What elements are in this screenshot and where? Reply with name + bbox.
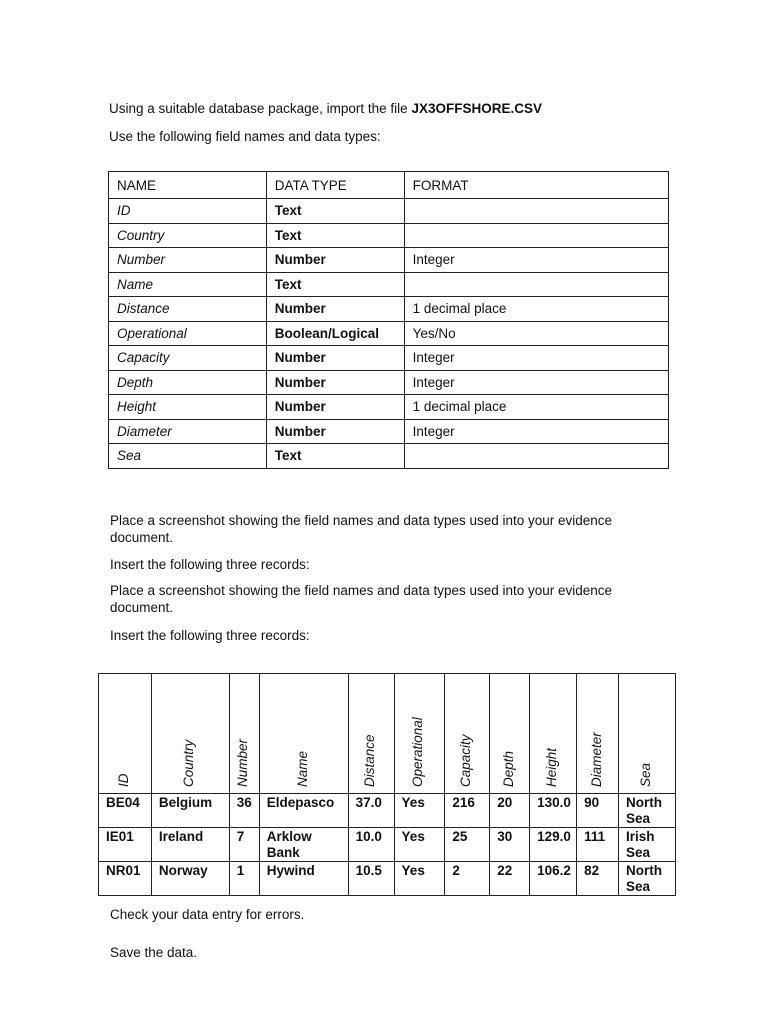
record-cell: Yes	[394, 862, 445, 896]
field-row	[109, 199, 669, 224]
data-type-cell: Number	[266, 419, 404, 444]
field-name-cell: Name	[109, 272, 267, 297]
records-header-cell	[530, 674, 577, 794]
records-header-label: Name	[294, 750, 310, 787]
format-cell: Yes/No	[404, 321, 668, 346]
data-type-cell: Text	[266, 199, 404, 224]
record-cell: 129.0	[530, 828, 577, 862]
data-type-cell: Number	[266, 370, 404, 395]
records-header-label: Diameter	[588, 732, 604, 787]
record-cell: 22	[490, 862, 530, 896]
records-header-label: Height	[544, 747, 560, 787]
records-header-cell	[151, 674, 229, 794]
record-cell: 111	[577, 828, 619, 862]
record-cell: NR01	[99, 862, 152, 896]
format-cell	[404, 444, 668, 469]
field-row	[109, 444, 669, 469]
record-cell: 10.5	[348, 862, 394, 896]
record-cell: 82	[577, 862, 619, 896]
record-cell: 90	[577, 794, 619, 828]
field-row	[109, 419, 669, 444]
record-cell: 30	[490, 828, 530, 862]
data-type-cell: Text	[266, 272, 404, 297]
record-cell: IE01	[99, 828, 152, 862]
records-header-label: Depth	[500, 750, 516, 787]
record-row	[99, 828, 676, 862]
record-cell: Arklow Bank	[259, 828, 348, 862]
record-cell: 216	[445, 794, 490, 828]
record-cell: 10.0	[348, 828, 394, 862]
field-name-cell: Diameter	[109, 419, 267, 444]
save-instruction: Save the data.	[110, 945, 198, 960]
records-header-cell	[619, 674, 676, 794]
records-header-label: Number	[235, 738, 251, 787]
format-cell	[404, 223, 668, 248]
record-cell: BE04	[99, 794, 152, 828]
record-cell: 130.0	[530, 794, 577, 828]
format-cell	[404, 272, 668, 297]
records-header-cell	[348, 674, 394, 794]
data-type-cell: Number	[266, 395, 404, 420]
field-definitions-table	[108, 171, 669, 469]
data-type-cell: Number	[266, 346, 404, 371]
records-header-label: Country	[181, 739, 197, 787]
field-row	[109, 395, 669, 420]
record-cell: Yes	[394, 828, 445, 862]
data-type-cell: Boolean/Logical	[266, 321, 404, 346]
format-cell: Integer	[404, 370, 668, 395]
records-header-label: ID	[115, 773, 131, 787]
field-name-cell: Operational	[109, 321, 267, 346]
record-cell: Hywind	[259, 862, 348, 896]
record-cell: Yes	[394, 794, 445, 828]
field-name-cell: Number	[109, 248, 267, 273]
records-table	[98, 673, 676, 896]
records-header-label: Capacity	[458, 734, 474, 787]
intro-line-1	[109, 100, 542, 117]
record-cell: 7	[229, 828, 259, 862]
field-row	[109, 223, 669, 248]
data-type-cell: Number	[266, 297, 404, 322]
field-row	[109, 248, 669, 273]
screenshot-instruction-2: Place a screenshot showing the field names and data types used into your evidence document.	[110, 583, 613, 615]
fields-header-cell: NAME	[109, 172, 267, 199]
record-cell: Norway	[151, 862, 229, 896]
format-cell: Integer	[404, 419, 668, 444]
field-row	[109, 297, 669, 322]
insert-instruction-1: Insert the following three records:	[110, 557, 310, 572]
records-header-row	[99, 674, 676, 794]
data-type-cell: Text	[266, 444, 404, 469]
format-cell	[404, 199, 668, 224]
fields-header-cell: FORMAT	[404, 172, 668, 199]
records-header-cell	[259, 674, 348, 794]
intro-line-2: Use the following field names and data types:	[109, 129, 381, 144]
field-name-cell: Depth	[109, 370, 267, 395]
data-type-cell: Number	[266, 248, 404, 273]
record-cell: Irish Sea	[619, 828, 676, 862]
screenshot-instruction-1: Place a screenshot showing the field names and data types used into your evidence document.	[110, 513, 613, 545]
data-type-cell: Text	[266, 223, 404, 248]
record-cell: 37.0	[348, 794, 394, 828]
format-cell: Integer	[404, 346, 668, 371]
field-row	[109, 346, 669, 371]
records-header-cell	[229, 674, 259, 794]
import-file-name: JX3OFFSHORE.CSV	[411, 101, 542, 116]
records-header-cell	[394, 674, 445, 794]
field-name-cell: Sea	[109, 444, 267, 469]
record-row	[99, 794, 676, 828]
records-header-cell	[577, 674, 619, 794]
record-cell: North Sea	[619, 862, 676, 896]
field-name-cell: Height	[109, 395, 267, 420]
record-cell: North Sea	[619, 794, 676, 828]
field-name-cell: Capacity	[109, 346, 267, 371]
record-cell: 20	[490, 794, 530, 828]
records-header-cell	[490, 674, 530, 794]
format-cell: 1 decimal place	[404, 297, 668, 322]
records-header-label: Distance	[362, 734, 378, 787]
record-cell: Eldepasco	[259, 794, 348, 828]
records-header-label: Sea	[638, 762, 653, 787]
format-cell: 1 decimal place	[404, 395, 668, 420]
record-cell: Belgium	[151, 794, 229, 828]
record-row	[99, 862, 676, 896]
field-name-cell: ID	[109, 199, 267, 224]
records-header-cell	[99, 674, 152, 794]
records-header-cell	[445, 674, 490, 794]
field-name-cell: Country	[109, 223, 267, 248]
format-cell: Integer	[404, 248, 668, 273]
field-row	[109, 321, 669, 346]
fields-header-row	[109, 172, 669, 199]
fields-header-cell: DATA TYPE	[266, 172, 404, 199]
field-row	[109, 370, 669, 395]
field-row	[109, 272, 669, 297]
intro-line-1-text: Using a suitable database package, import the file	[109, 101, 412, 116]
record-cell: 2	[445, 862, 490, 896]
records-header-label: Operational	[410, 717, 426, 787]
insert-instruction-2: Insert the following three records:	[110, 628, 310, 643]
check-instruction: Check your data entry for errors.	[110, 907, 305, 922]
record-cell: 25	[445, 828, 490, 862]
field-name-cell: Distance	[109, 297, 267, 322]
record-cell: Ireland	[151, 828, 229, 862]
record-cell: 106.2	[530, 862, 577, 896]
record-cell: 36	[229, 794, 259, 828]
record-cell: 1	[229, 862, 259, 896]
